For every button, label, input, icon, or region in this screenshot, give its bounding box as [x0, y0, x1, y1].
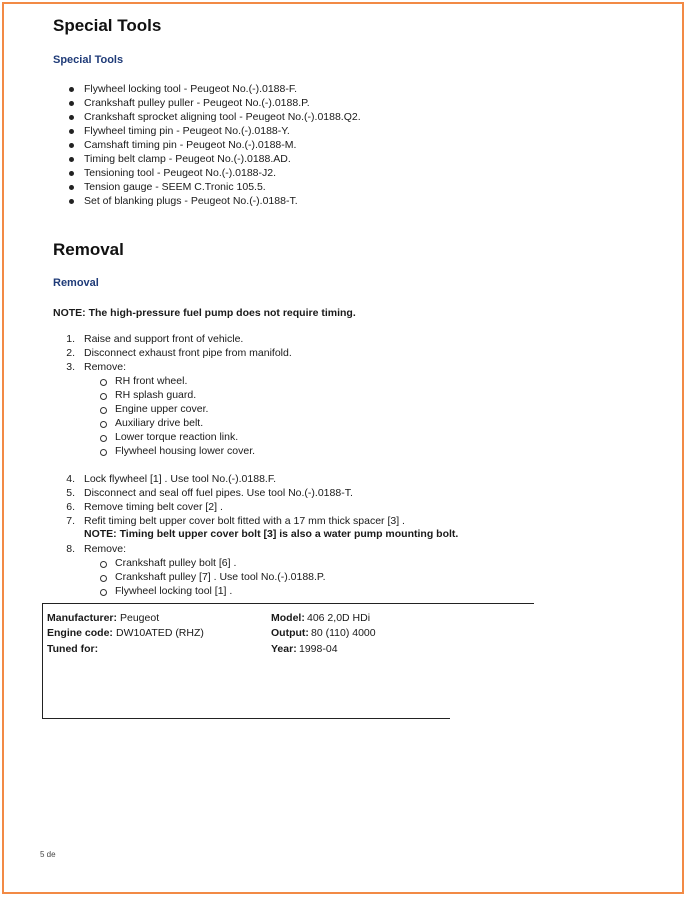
tuned-for-label: Tuned for: [47, 643, 99, 655]
circle-bullet-icon [100, 589, 107, 596]
step-number: 6. [66, 501, 75, 513]
step-number: 3. [66, 361, 75, 373]
info-box-bottom-rule [42, 718, 450, 719]
circle-bullet-icon [100, 407, 107, 414]
removal-subheading: Removal [53, 277, 99, 289]
step-number: 7. [66, 515, 75, 527]
special-tools-heading: Special Tools [53, 16, 162, 35]
step-number: 8. [66, 543, 75, 555]
circle-bullet-icon [100, 379, 107, 386]
removal-note: NOTE: The high-pressure fuel pump does not require timing. [53, 307, 356, 319]
output-value: 80 (110) 4000 [311, 627, 376, 639]
sub-item: RH splash guard. [115, 389, 197, 401]
output-label: Output: [271, 627, 309, 639]
circle-bullet-icon [100, 435, 107, 442]
year-label: Year: [271, 643, 297, 655]
step-text: Remove: [84, 543, 127, 555]
list-item: Flywheel timing pin - Peugeot No.(-).0188-Y. [56, 124, 361, 138]
list-item: Set of blanking plugs - Peugeot No.(-).0188-T. [56, 194, 361, 208]
sub-item: Lower torque reaction link. [115, 431, 239, 443]
sub-item: Flywheel locking tool [1] . [115, 585, 233, 597]
engine-code-value: DW10ATED (RHZ) [116, 627, 204, 639]
bullet-icon [69, 199, 74, 204]
engine-code-label: Engine code: [47, 627, 113, 639]
step-number: 1. [66, 333, 75, 345]
circle-bullet-icon [100, 421, 107, 428]
manufacturer-label: Manufacturer: [47, 612, 118, 624]
page-footer-mark: 5 de [40, 850, 56, 859]
special-tools-list [56, 82, 361, 208]
info-box-left-rule [42, 603, 43, 719]
info-box-top-rule [42, 603, 534, 604]
sub-item: Flywheel housing lower cover. [115, 445, 256, 457]
year-value: 1998-04 [299, 643, 338, 655]
sub-item: Crankshaft pulley [7] . Use tool No.(-).0188.P. [115, 571, 326, 583]
sub-item: Engine upper cover. [115, 403, 209, 415]
bullet-icon [69, 143, 74, 148]
list-item: Crankshaft sprocket aligning tool - Peugeot No.(-).0188.Q2. [56, 110, 361, 124]
list-item: Camshaft timing pin - Peugeot No.(-).0188-M. [56, 138, 361, 152]
bullet-icon [69, 157, 74, 162]
model-label: Model: [271, 612, 305, 624]
step-number: 4. [66, 473, 75, 485]
list-item: Flywheel locking tool - Peugeot No.(-).0188-F. [56, 82, 361, 96]
list-item: Timing belt clamp - Peugeot No.(-).0188.AD. [56, 152, 361, 166]
sub-item: Auxiliary drive belt. [115, 417, 204, 429]
manufacturer-value: Peugeot [120, 612, 160, 624]
circle-bullet-icon [100, 575, 107, 582]
bullet-icon [69, 87, 74, 92]
bullet-icon [69, 115, 74, 120]
step-number: 2. [66, 347, 75, 359]
circle-bullet-icon [100, 561, 107, 568]
step-text: Disconnect and seal off fuel pipes. Use tool No.(-).0188-T. [84, 487, 353, 499]
step-number: 5. [66, 487, 75, 499]
removal-heading: Removal [53, 240, 124, 259]
circle-bullet-icon [100, 449, 107, 456]
bullet-icon [69, 185, 74, 190]
special-tools-subheading: Special Tools [53, 54, 124, 66]
list-item: Tensioning tool - Peugeot No.(-).0188-J2. [56, 166, 361, 180]
sub-item: Crankshaft pulley bolt [6] . [115, 557, 237, 569]
step-text: Remove: [84, 361, 127, 373]
bullet-icon [69, 171, 74, 176]
step-text: Refit timing belt upper cover bolt fitted with a 17 mm thick spacer [3] . [84, 515, 405, 527]
step-text: Disconnect exhaust front pipe from manifold. [84, 347, 292, 359]
circle-bullet-icon [100, 393, 107, 400]
step-text: Lock flywheel [1] . Use tool No.(-).0188.F. [84, 473, 276, 485]
model-value: 406 2,0D HDi [307, 612, 371, 624]
sub-item: RH front wheel. [115, 375, 188, 387]
list-item: Tension gauge - SEEM C.Tronic 105.5. [56, 180, 361, 194]
step-7-note: NOTE: Timing belt upper cover bolt [3] is also a water pump mounting bolt. [84, 528, 459, 540]
step-text: Raise and support front of vehicle. [84, 333, 244, 345]
bullet-icon [69, 129, 74, 134]
list-item: Crankshaft pulley puller - Peugeot No.(-).0188.P. [56, 96, 361, 110]
bullet-icon [69, 101, 74, 106]
step-text: Remove timing belt cover [2] . [84, 501, 223, 513]
